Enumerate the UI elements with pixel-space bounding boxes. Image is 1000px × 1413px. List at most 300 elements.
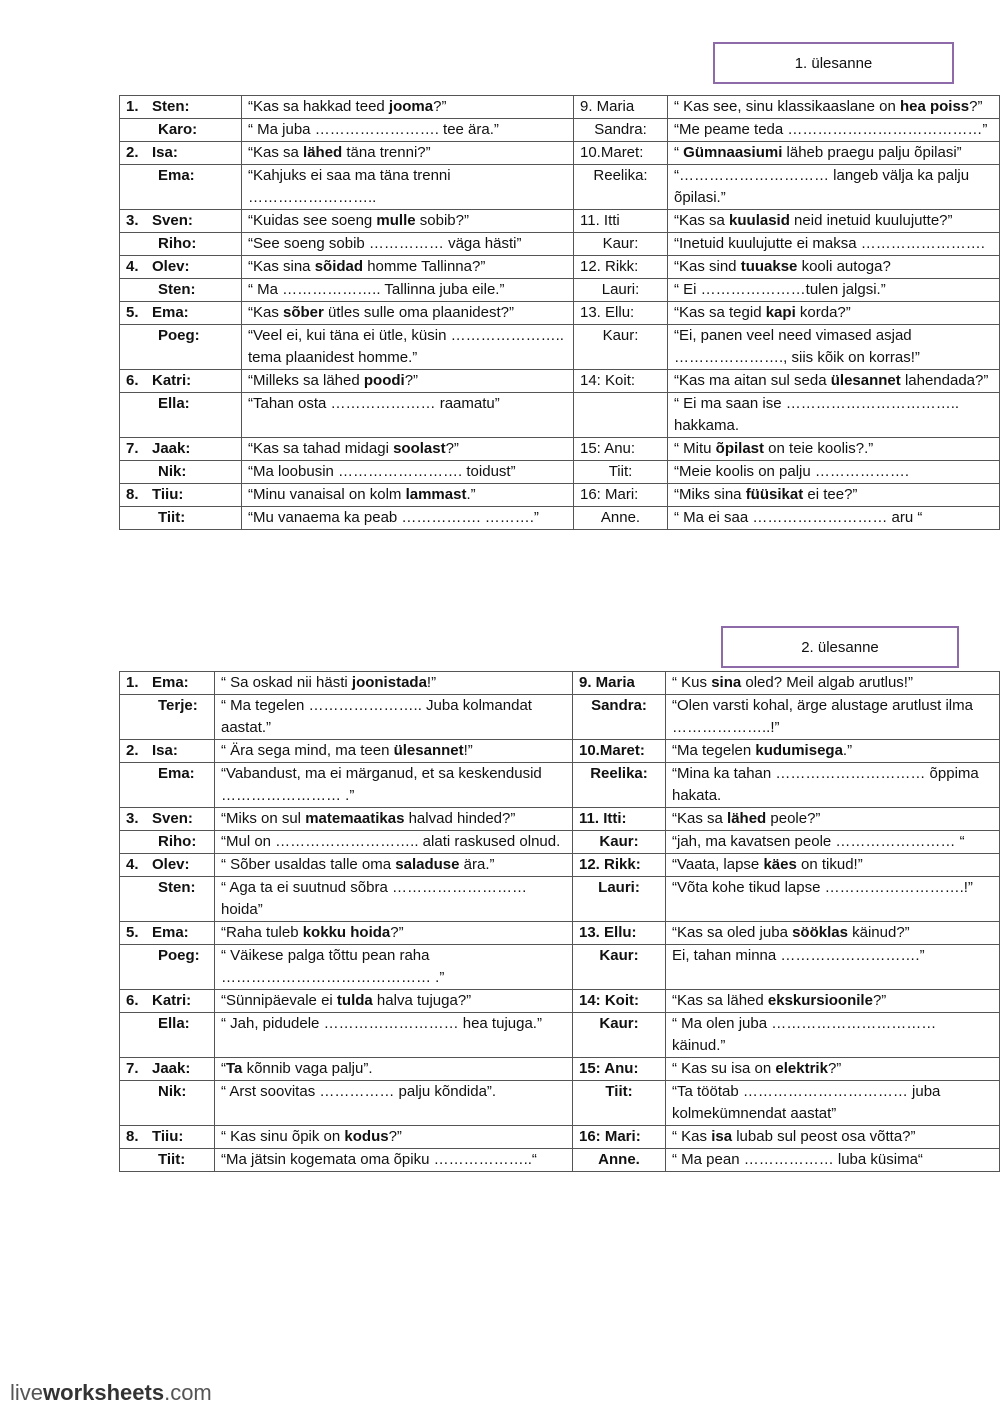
speaker-left (120, 808, 215, 831)
utterance-text: “Inetuid kuulujutte ei maksa ……………………. (674, 235, 985, 252)
speaker-name: Reelika: (590, 765, 648, 782)
speaker-right (574, 370, 668, 393)
speaker-left (120, 96, 242, 119)
key-word: mulle (376, 212, 416, 229)
utterance-left (242, 393, 574, 438)
dialogue-row (120, 740, 1000, 763)
key-word: käes (763, 856, 797, 873)
speaker-right (573, 1013, 666, 1058)
utterance-right (666, 877, 1000, 922)
item-number: 1. (126, 98, 139, 115)
speaker-left (120, 461, 242, 484)
speaker-left (120, 945, 215, 990)
speaker-left (120, 1149, 215, 1172)
speaker-name: Olev: (152, 258, 190, 275)
dialogue-row (120, 233, 1000, 256)
utterance-right (666, 1058, 1000, 1081)
speaker-name: Riho: (158, 235, 197, 252)
utterance-tail: ?” (390, 924, 404, 941)
utterance-tail: halvad hinded?” (404, 810, 516, 827)
speaker-name: Tiit: (158, 509, 186, 526)
speaker-left (120, 438, 242, 461)
speaker-right (573, 740, 666, 763)
item-number: 7. (126, 1060, 139, 1077)
utterance-text: “ Aga ta ei suutnud sõbra ……………………… hoida” (221, 879, 527, 918)
speaker-right (574, 210, 668, 233)
item-number: 4. (126, 856, 139, 873)
speaker-name: Ema: (158, 167, 195, 184)
utterance-right (666, 672, 1000, 695)
key-word: õpilast (715, 440, 765, 457)
speaker-right (574, 256, 668, 279)
speaker-left (120, 142, 242, 165)
utterance-right (666, 1149, 1000, 1172)
speaker-left (120, 484, 242, 507)
speaker-name: Poeg: (158, 327, 200, 344)
dialogue-row (120, 695, 1000, 740)
speaker-left (120, 165, 242, 210)
item-number: 5. (126, 924, 139, 941)
utterance-text: “Vabandust, ma ei märganud, et sa keskendusid …………………… .” (221, 765, 542, 804)
utterance-right (668, 370, 1000, 393)
utterance-left (215, 672, 573, 695)
key-word: lammast (405, 486, 467, 503)
speaker-name: Anne. (600, 509, 641, 526)
speaker-right (573, 695, 666, 740)
dialogue-row (120, 507, 1000, 530)
speaker-name: 9. Maria (580, 98, 635, 115)
utterance-tail: peole?” (766, 810, 821, 827)
utterance-text: “ Sa oskad nii hästi (221, 674, 352, 691)
utterance-right (668, 461, 1000, 484)
item-number: 3. (126, 810, 139, 827)
utterance-right (668, 325, 1000, 370)
speaker-name: Olev: (152, 856, 190, 873)
key-word: poodi (363, 372, 405, 389)
utterance-right (666, 695, 1000, 740)
utterance-tail: sobib?” (415, 212, 469, 229)
dialogue-row (120, 165, 1000, 210)
speaker-name: Jaak: (152, 1060, 191, 1077)
dialogue-row (120, 854, 1000, 877)
task-2-label: 2. ülesanne (721, 626, 959, 668)
speaker-left (120, 1126, 215, 1149)
utterance-tail: ?” (404, 372, 419, 389)
dialogue-row (120, 1081, 1000, 1126)
speaker-name: Lauri: (598, 879, 640, 896)
speaker-right (573, 672, 666, 695)
speaker-name: Tiit: (608, 463, 633, 480)
utterance-text: “ Sõber usaldas talle oma (221, 856, 396, 873)
utterance-right (668, 142, 1000, 165)
key-word: sõidad (314, 258, 364, 275)
utterance-right (666, 945, 1000, 990)
utterance-text: “Ma loobusin ……………………. toidust” (248, 463, 516, 480)
utterance-right (668, 279, 1000, 302)
utterance-text: “ Arst soovitas …………… palju kõndida”. (221, 1083, 497, 1100)
utterance-text: “Ma tegelen (672, 742, 756, 759)
speaker-left (120, 1013, 215, 1058)
utterance-right (666, 763, 1000, 808)
speaker-left (120, 302, 242, 325)
speaker-right (574, 142, 668, 165)
task-1-label: 1. ülesanne (713, 42, 954, 84)
dialogue-row (120, 96, 1000, 119)
utterance-right (666, 1081, 1000, 1126)
speaker-left (120, 922, 215, 945)
speaker-left (120, 672, 215, 695)
speaker-right (573, 1081, 666, 1126)
speaker-left (120, 740, 215, 763)
utterance-right (668, 233, 1000, 256)
speaker-right (573, 877, 666, 922)
utterance-text: “ Mitu (674, 440, 716, 457)
utterance-text: “Mina ka tahan ………………………… õppima hakata. (672, 765, 979, 804)
utterance-text: “ Jah, pidudele ……………………… hea tujuga.” (221, 1015, 542, 1032)
speaker-right (573, 1126, 666, 1149)
speaker-name: 13. Ellu: (579, 924, 637, 941)
key-word: joonistada (351, 674, 427, 691)
utterance-text: “ Ma ……………….. Tallinna juba eile.” (248, 281, 505, 298)
utterance-tail: halva tujuga?” (372, 992, 472, 1009)
speaker-name: Nik: (158, 1083, 187, 1100)
speaker-left (120, 393, 242, 438)
speaker-name: Kaur: (599, 947, 639, 964)
speaker-name: Sten: (158, 879, 196, 896)
utterance-left (215, 945, 573, 990)
dialogue-row (120, 1126, 1000, 1149)
item-number: 6. (126, 992, 139, 1009)
speaker-name: 15: Anu: (579, 1060, 639, 1077)
speaker-name: Isa: (152, 144, 178, 161)
dialogue-row (120, 438, 1000, 461)
speaker-name: 9. Maria (579, 674, 635, 691)
speaker-right (574, 507, 668, 530)
utterance-right (668, 393, 1000, 438)
dialogue-row (120, 945, 1000, 990)
utterance-text: “See soeng sobib …………… väga hästi” (248, 235, 522, 252)
utterance-left (242, 142, 574, 165)
utterance-tail: ?” (969, 98, 983, 115)
utterance-tail: neid inetuid kuulujutte?” (789, 212, 953, 229)
speaker-left (120, 210, 242, 233)
utterance-left (215, 808, 573, 831)
speaker-name: Karo: (158, 121, 198, 138)
utterance-left (215, 922, 573, 945)
utterance-text: “ Ma juba ……………………. tee ära.” (248, 121, 499, 138)
item-number: 4. (126, 258, 139, 275)
speaker-name: Kaur: (599, 833, 639, 850)
speaker-name: Ema: (152, 924, 189, 941)
utterance-left (215, 1149, 573, 1172)
speaker-left (120, 1058, 215, 1081)
utterance-text: “Me peame teda …………………………………” (674, 121, 988, 138)
utterance-text: “ (674, 144, 684, 161)
item-number: 1. (126, 674, 139, 691)
item-number: 6. (126, 372, 139, 389)
utterance-text: “Miks on sul (221, 810, 306, 827)
utterance-tail: ?” (388, 1128, 402, 1145)
utterance-text: Ei, tahan minna ……………………….” (672, 947, 925, 964)
utterance-tail: ütles sulle oma plaanidest?” (323, 304, 514, 321)
speaker-name: Ema: (152, 674, 189, 691)
exercise-1-table (119, 95, 1000, 530)
dialogue-row (120, 325, 1000, 370)
speaker-name: 15: Anu: (580, 440, 636, 457)
utterance-right (668, 119, 1000, 142)
speaker-name: 11. Itti (580, 212, 620, 229)
utterance-right (668, 165, 1000, 210)
speaker-name: Terje: (158, 697, 198, 714)
utterance-right (668, 507, 1000, 530)
speaker-left (120, 763, 215, 808)
utterance-tail: !” (463, 742, 473, 759)
utterance-text: “Kas sa tegid (674, 304, 766, 321)
utterance-text: “ Ei ma saan ise …………………………….. hakkama. (674, 395, 960, 434)
utterance-text: “ Kas see, sinu klassikaaslane on (674, 98, 900, 115)
speaker-right (573, 831, 666, 854)
utterance-left (215, 740, 573, 763)
utterance-right (668, 302, 1000, 325)
dialogue-row (120, 1149, 1000, 1172)
speaker-left (120, 854, 215, 877)
key-word: hea poiss (899, 98, 970, 115)
utterance-tail: ära.” (459, 856, 495, 873)
utterance-text: “Kuidas see soeng (248, 212, 377, 229)
speaker-name: Jaak: (152, 440, 191, 457)
speaker-left (120, 370, 242, 393)
dialogue-row (120, 256, 1000, 279)
utterance-left (242, 438, 574, 461)
utterance-tail: .” (842, 742, 853, 759)
utterance-tail: !” (426, 674, 437, 691)
speaker-name: Poeg: (158, 947, 200, 964)
key-word: sööklas (792, 924, 848, 941)
speaker-name: 12. Rikk: (579, 856, 641, 873)
utterance-left (242, 370, 574, 393)
utterance-left (242, 507, 574, 530)
utterance-text: “Kas sa (674, 212, 730, 229)
utterance-tail: läheb praegu palju õpilasi” (782, 144, 962, 161)
speaker-name: Katri: (152, 372, 192, 389)
key-word: kuulasid (729, 212, 790, 229)
speaker-right (574, 119, 668, 142)
dialogue-row (120, 210, 1000, 233)
speaker-right (573, 1149, 666, 1172)
utterance-text: “Olen varsti kohal, ärge alustage arutlust ilma ………………..!” (672, 697, 973, 736)
utterance-text: “Milleks sa lähed (248, 372, 364, 389)
utterance-text: “Kas sa oled juba (672, 924, 793, 941)
utterance-left (215, 695, 573, 740)
utterance-text: “Kahjuks ei saa ma täna trenni …………………….. (248, 167, 451, 206)
utterance-text: “Ei, panen veel need vimased asjad …………………., siis kõik on korras!” (674, 327, 920, 366)
dialogue-row (120, 370, 1000, 393)
speaker-name: 14: Koit: (580, 372, 636, 389)
speaker-right (574, 165, 668, 210)
item-number: 3. (126, 212, 139, 229)
speaker-right (573, 945, 666, 990)
utterance-text: “ Kas su isa on (672, 1060, 776, 1077)
key-word: lähed (303, 144, 343, 161)
speaker-name: Katri: (152, 992, 192, 1009)
utterance-text: “Miks sina (674, 486, 746, 503)
utterance-right (668, 484, 1000, 507)
utterance-right (666, 831, 1000, 854)
speaker-left (120, 695, 215, 740)
utterance-tail: lubab sul peost osa võtta?” (732, 1128, 916, 1145)
utterance-text: “Võta kohe tikud lapse ……………………….!” (672, 879, 973, 896)
utterance-text: “Kas sina (248, 258, 315, 275)
speaker-right (573, 990, 666, 1013)
utterance-tail: lahendada?” (900, 372, 989, 389)
utterance-right (668, 210, 1000, 233)
utterance-left (215, 1013, 573, 1058)
speaker-right (574, 325, 668, 370)
utterance-tail: ei tee?” (803, 486, 858, 503)
utterance-text: “Mu vanaema ka peab ……………. ……….” (248, 509, 539, 526)
utterance-left (215, 1058, 573, 1081)
utterance-tail: homme Tallinna?” (363, 258, 486, 275)
utterance-right (668, 256, 1000, 279)
utterance-left (242, 119, 574, 142)
utterance-right (666, 854, 1000, 877)
dialogue-row (120, 393, 1000, 438)
utterance-text: “Mul on ……………………….. alati raskused olnud. (221, 833, 561, 850)
speaker-name: 10.Maret: (580, 144, 644, 161)
speaker-name: Sandra: (594, 121, 647, 138)
key-word: kapi (765, 304, 796, 321)
key-word: elektrik (775, 1060, 828, 1077)
speaker-name: Ella: (158, 1015, 190, 1032)
speaker-name: 13. Ellu: (580, 304, 635, 321)
utterance-left (242, 484, 574, 507)
speaker-name: 10.Maret: (579, 742, 645, 759)
speaker-right (573, 854, 666, 877)
dialogue-row (120, 922, 1000, 945)
key-word: kodus (344, 1128, 389, 1145)
speaker-right (574, 233, 668, 256)
key-word: Ta (226, 1060, 243, 1077)
speaker-name: Sven: (152, 212, 193, 229)
speaker-left (120, 256, 242, 279)
item-number: 8. (126, 1128, 139, 1145)
utterance-right (668, 96, 1000, 119)
speaker-left (120, 1081, 215, 1126)
utterance-left (242, 325, 574, 370)
utterance-text: “Kas (248, 304, 284, 321)
key-word: saladuse (395, 856, 460, 873)
speaker-name: 16: Mari: (580, 486, 639, 503)
key-word: ülesannet (393, 742, 464, 759)
utterance-left (215, 990, 573, 1013)
speaker-name: 14: Koit: (579, 992, 639, 1009)
dialogue-row (120, 484, 1000, 507)
item-number: 8. (126, 486, 139, 503)
utterance-text: “ Ma olen juba …………………………… käinud.” (672, 1015, 937, 1054)
speaker-name: Anne. (598, 1151, 640, 1168)
utterance-text: “Kas sa (248, 144, 304, 161)
utterance-text: “Kas sa hakkad teed (248, 98, 389, 115)
speaker-right (573, 1058, 666, 1081)
utterance-text: “ Ma ei saa ……………………… aru “ (674, 509, 923, 526)
item-number: 5. (126, 304, 139, 321)
utterance-left (215, 877, 573, 922)
utterance-tail: täna trenni?” (342, 144, 431, 161)
utterance-text: “Vaata, lapse (672, 856, 764, 873)
speaker-right (574, 302, 668, 325)
utterance-text: “ Väikese palga tõttu pean raha …………………………………… .” (221, 947, 445, 986)
key-word: kokku hoida (302, 924, 391, 941)
speaker-name: Sven: (152, 810, 193, 827)
utterance-text: “………………………… langeb välja ka palju õpilasi.” (674, 167, 970, 206)
utterance-text: “Veel ei, kui täna ei ütle, küsin ………………….. tema plaanidest homme.” (248, 327, 564, 366)
dialogue-row (120, 142, 1000, 165)
speaker-name: Isa: (152, 742, 178, 759)
speaker-name: Sandra: (591, 697, 647, 714)
utterance-text: “Kas sa tahad midagi (248, 440, 394, 457)
speaker-name: Nik: (158, 463, 187, 480)
key-word: isa (711, 1128, 733, 1145)
key-word: matemaatikas (305, 810, 405, 827)
speaker-name: Sten: (152, 98, 190, 115)
dialogue-row (120, 1013, 1000, 1058)
speaker-name: Tiit: (605, 1083, 633, 1100)
speaker-name: Riho: (158, 833, 197, 850)
utterance-tail: ?” (872, 992, 887, 1009)
utterance-left (242, 302, 574, 325)
utterance-text: “ Ma pean ……………… luba küsima“ (672, 1151, 923, 1168)
utterance-tail: korda?” (795, 304, 851, 321)
utterance-text: “Sünnipäevale ei (221, 992, 337, 1009)
utterance-left (242, 96, 574, 119)
utterance-text: “ Kas (672, 1128, 712, 1145)
key-word: lähed (727, 810, 767, 827)
utterance-tail: on tikud!” (796, 856, 863, 873)
key-word: tulda (336, 992, 373, 1009)
utterance-tail: ?” (433, 98, 447, 115)
speaker-right (574, 461, 668, 484)
dialogue-row (120, 279, 1000, 302)
utterance-right (666, 1013, 1000, 1058)
speaker-name: Ema: (158, 765, 195, 782)
utterance-text: “Minu vanaisal on kolm (248, 486, 406, 503)
utterance-text: “Kas sa lähed (672, 992, 768, 1009)
utterance-left (242, 165, 574, 210)
utterance-right (668, 438, 1000, 461)
utterance-text: “Ta töötab …………………………… juba kolmekümnendat aastat” (672, 1083, 941, 1122)
utterance-text: “ Ära sega mind, ma teen (221, 742, 394, 759)
utterance-tail: ?” (445, 440, 459, 457)
speaker-name: Ema: (152, 304, 189, 321)
speaker-left (120, 831, 215, 854)
utterance-text: “ Ma tegelen ………………….. Juba kolmandat aastat.” (221, 697, 532, 736)
key-word: füüsikat (745, 486, 804, 503)
speaker-name: Tiiu: (152, 1128, 184, 1145)
utterance-left (215, 763, 573, 808)
speaker-left (120, 279, 242, 302)
utterance-left (215, 1126, 573, 1149)
speaker-name: Kaur: (602, 235, 639, 252)
speaker-left (120, 990, 215, 1013)
dialogue-row (120, 763, 1000, 808)
speaker-name: Kaur: (599, 1015, 639, 1032)
utterance-right (666, 1126, 1000, 1149)
speaker-name: Tiiu: (152, 486, 184, 503)
utterance-text: “Tahan osta ………………… raamatu” (248, 395, 500, 412)
dialogue-row (120, 990, 1000, 1013)
speaker-name: Kaur: (602, 327, 639, 344)
utterance-tail: käinud?” (847, 924, 910, 941)
